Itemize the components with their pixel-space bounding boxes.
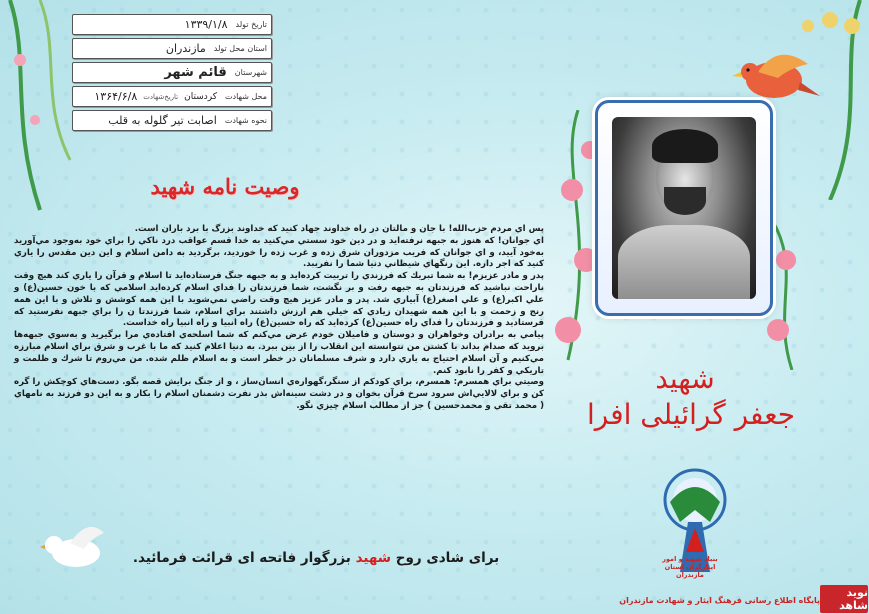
martyrdom-place-row (72, 86, 272, 107)
manner-label: نحوه شهادت (224, 116, 267, 125)
will-title: وصیت نامه شهید (150, 174, 300, 199)
birth-place-label: استان محل تولد (213, 44, 267, 53)
fatiha-highlight: شهید (355, 550, 392, 566)
watermark-brand: نوید شاهد (820, 585, 868, 613)
city-row (72, 62, 272, 83)
will-paragraph: پدر و مادر عزيزم! به شما تبريك كه فرزندي را تربيت كرده‌ايد و به جبهه جنگ فرستاده‌ايد تا اسلام و قرآن را ياري كند هيچ وقت ناراحت نباشيد كه فرزندتان به جبهه رفت و بر نگشت، شما فرزندتان را فداي اسلام كرده‌ايد اسلامي كه با خون حسين(ع) و علي اكبر(ع) و علي اصغر(ع) آبياري شد. پدر و مادر عزيز هيچ وقت راضي نمي‌شويد با اين همه كوشش و تلاش و با اين همه رنج و زحمت و با اين همه شهيدان زيادي كه خيلي هم ارزش داشتند براي اسلام، شما فرزندتا ن را براي جبهه نفرستيد كه فرستاديد و فرزندتان را فداي راه حسين(ع) كرده‌ايد كه راه حسين(ع) راه انبيا و راه انبيا راه خداست. (14, 271, 544, 329)
martyrdom-date-label: تاریخ‌شهادت (143, 92, 179, 101)
birth-date-value: ۱۳۳۹/۱/۸ (184, 18, 228, 31)
info-card (72, 14, 272, 134)
will-paragraph: وصيتي براي همسرم: همسرم، براي كودكم از سنگر،گهواره‌ي انسان‌ساز ، و از جنگ برايش قصه بگو. دست‌هاي كوچكش را گره كن و براي لالايي‌اش سرود سرخ قرآن بخوان و در دشت سينه‌اش بذر نفرت دشمنان اسلام را بكار و به اين دو فرزند به نامهاي ( محمد تقي و محمدحسين ) جز از مطالب اسلام چيزي نگو. (14, 377, 544, 411)
will-body (14, 224, 544, 413)
portrait-frame (595, 100, 773, 316)
manner-value: اصابت تیر گلوله به قلب (108, 114, 217, 127)
birth-date-label: تاریخ تولد (235, 20, 267, 29)
martyr-name: جعفر گرائیلی افرا (586, 398, 796, 431)
dove-icon (40, 515, 110, 575)
manner-row (72, 110, 272, 131)
fatiha-request (116, 550, 516, 566)
foundation-logo-icon (640, 462, 750, 604)
martyrdom-date-value: ۱۳۶۴/۶/۸ (94, 90, 138, 103)
fatiha-suffix: بزرگوار فاتحه ای قرائت فرمائید. (132, 550, 351, 566)
martyrdom-place-value: کردستان (184, 91, 218, 102)
birth-place-value: مازندران (165, 42, 206, 55)
will-paragraph: پس اي مردم حزب‌الله! با جان و مالتان در راه خداوند جهاد كنيد كه خداوند بزرگ با برد باران است. (134, 224, 544, 234)
martyrdom-place-label: محل شهادت (225, 92, 267, 101)
fatiha-prefix: برای شادی روح (395, 550, 500, 566)
birth-date-row (72, 14, 272, 35)
bird-icon (728, 42, 820, 108)
birth-place-row (72, 38, 272, 59)
martyr-portrait (612, 117, 756, 299)
martyr-label: شهید (655, 362, 715, 395)
city-value: قائم شهر (164, 65, 227, 80)
will-paragraph: پيامي به برادران و‌خواهران و دوستان و فاميلان خودم عرض مي‌كنم كه شما اسلحه‌ي افتاده‌ي مرا برگيريد و به‌سوي جبهه‌ها برويد كه صدام بداند با كشتن من نتوانسته اين انقلاب را از بين ببرد. به دنيا اعلام كنيد كه ما با غرب و شرق براي اسلام مبارزه مي‌كنيم و آن اسلام احتياج به ياري دارد و شرف مسلمانان در خطر است و به اسلام ظلم شده. من مي‌روم تا شرك و ظلمت و تاريكي و كفر را نابود كنم. (14, 330, 544, 376)
foundation-logo-caption: بنیاد شهید و امور ایثارگران استان مازندران (662, 555, 718, 579)
city-label: شهرستان (234, 68, 267, 77)
watermark-text: پایگاه اطلاع رسانی فرهنگ ایثار و شهادت مازندران (619, 596, 820, 605)
will-paragraph: اي جوانان! كه هنوز به جبهه نرفته‌ايد و در دين خود سستي مي‌كنيد به خدا قسم عواقب درد ناكي را براي خود به‌وجود مي‌آوريد به‌خود آييد، و اي جوانان كه فريب مزدوران شرق زده و غرب زده را خورديد، برگرديد به دامن اسلام و اين دين مقدس را ياري كنيد كه اجر داره. اين رنگهاي شيطاني دنيا شما را نفريبد. (14, 235, 544, 270)
